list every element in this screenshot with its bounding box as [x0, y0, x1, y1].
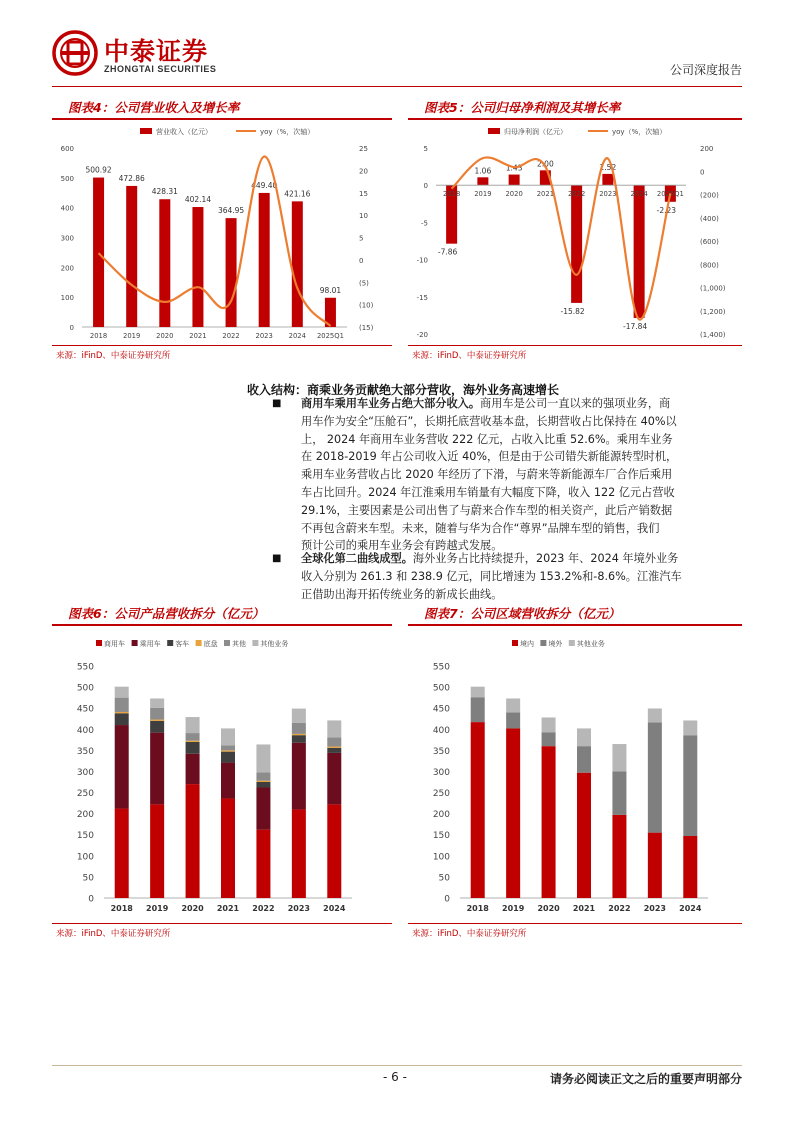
- chart7-y-tick: 350: [432, 746, 450, 757]
- chart7-bar-segment: [542, 746, 556, 898]
- chart7-bar-segment: [683, 720, 697, 735]
- chart6-legend-swatch: [132, 640, 138, 646]
- bullet1-marker: ■: [272, 398, 282, 409]
- chart5-y-tick: 0: [423, 182, 428, 191]
- chart4-legend-line-label: yoy（%，次轴）: [260, 128, 315, 136]
- chart7-bar-segment: [648, 708, 662, 722]
- chart4-svg: [52, 120, 392, 344]
- chart6-source: 来源：iFinD、中泰证券研究所: [56, 929, 171, 939]
- chart4-source: 来源：iFinD、中泰证券研究所: [56, 351, 171, 361]
- chart6-bar-segment: [256, 782, 270, 787]
- chart4-y2-tick: (10): [359, 301, 374, 310]
- chart7-bar-segment: [506, 712, 520, 728]
- chart7-source-line: [408, 923, 742, 924]
- chart6-legend-label: 客车: [175, 640, 190, 648]
- chart7-y-tick: 0: [444, 894, 450, 905]
- chart5-legend-line-label: yoy（%，次轴）: [612, 128, 667, 136]
- chart4-y2-tick: (15): [359, 324, 374, 332]
- chart6-bar-segment: [115, 713, 129, 725]
- chart7-x-tick: 2018: [466, 904, 489, 913]
- chart6-bar-segment: [115, 712, 129, 713]
- chart6-legend-label: 底盘: [203, 640, 218, 648]
- chart7-y-tick: 500: [432, 683, 450, 694]
- chart4-x-tick: 2024: [288, 332, 306, 340]
- chart4-bar: [126, 186, 137, 327]
- chart6-bar-segment: [221, 752, 235, 763]
- chart4-bar-label: 402.14: [184, 195, 212, 205]
- chart7-source: 来源：iFinD、中泰证券研究所: [412, 929, 527, 939]
- bullet1-lead: 商用车乘用车业务占绝大部分收入。: [301, 397, 481, 410]
- chart5-bar-label: -2.23: [656, 205, 677, 215]
- chart7-x-tick: 2019: [502, 904, 525, 913]
- bullet1-line-5: 车占比回升。2024 年江淮乘用车销量有大幅度下降，收入 122 亿元占营收: [301, 485, 675, 499]
- chart5-x-tick: 2020: [505, 190, 523, 199]
- chart6-bar-segment: [150, 698, 164, 707]
- chart6-bar-segment: [256, 781, 270, 782]
- chart6-legend-label: 乘用车: [139, 640, 161, 648]
- chart6-bar-segment: [327, 753, 341, 804]
- chart5-x-tick: 2024: [630, 190, 648, 199]
- chart5-bar-label: 2.00: [537, 159, 554, 169]
- chart5-x-tick: 2023: [599, 190, 617, 199]
- chart6-y-tick: 150: [76, 831, 94, 842]
- chart6-legend-label: 其他业务: [260, 640, 289, 648]
- chart6-bar-segment: [115, 725, 129, 809]
- bullet1-line-7: 不再包含蔚来车型。未来，随着与华为合作“尊界”品牌车型的销售，我们: [301, 521, 660, 535]
- chart6-bar-segment: [327, 804, 341, 898]
- footer-divider: [52, 1065, 742, 1066]
- chart7-bar-segment: [506, 728, 520, 898]
- chart6-bar-segment: [186, 784, 200, 898]
- chart5-bar: [477, 177, 488, 185]
- chart7-bar-segment: [648, 833, 662, 898]
- chart4-y2-tick: 0: [359, 256, 364, 265]
- chart5-y2-tick: (1,400): [700, 331, 726, 339]
- chart6-x-tick: 2023: [287, 904, 310, 913]
- chart6-panel: [52, 604, 392, 626]
- chart7-panel: [408, 604, 742, 626]
- chart4-bar: [226, 218, 237, 327]
- chart4-y-tick: 200: [60, 264, 74, 273]
- chart6-bar-segment: [327, 748, 341, 753]
- bullet2-marker: ■: [272, 553, 282, 564]
- chart5-source-line: [408, 345, 742, 346]
- chart5-x-tick: 2025Q1: [656, 190, 684, 199]
- chart5-legend-bar-label: 归母净利润（亿元）: [504, 128, 567, 136]
- chart6-bar-segment: [256, 744, 270, 772]
- chart7-legend-label: 其他业务: [576, 640, 605, 648]
- chart6-bar-segment: [115, 687, 129, 698]
- chart6-bar-segment: [292, 723, 306, 734]
- chart5-panel: [408, 98, 742, 120]
- chart7-y-tick: 150: [432, 831, 450, 842]
- chart7-legend-label: 境内: [520, 640, 534, 648]
- chart6-legend-label: 其他: [232, 640, 246, 648]
- chart6-y-tick: 300: [76, 767, 94, 778]
- chart6-source-line: [52, 923, 392, 924]
- chart5-y2-tick: (200): [700, 191, 719, 200]
- chart4-bar-label: 472.86: [118, 173, 145, 183]
- chart7-bar-segment: [577, 746, 591, 773]
- chart7-bar-segment: [577, 773, 591, 898]
- chart6-y-tick: 450: [76, 704, 94, 715]
- chart5-legend-bar-swatch: [488, 128, 500, 134]
- chart4-y2-tick: (5): [359, 279, 369, 288]
- chart6-bar-segment: [256, 830, 270, 898]
- chart6-legend-swatch: [196, 640, 202, 646]
- chart6-y-tick: 200: [76, 810, 94, 821]
- chart6-bar-segment: [186, 733, 200, 741]
- chart7-x-tick: 2024: [679, 904, 702, 913]
- chart4-y-tick: 500: [60, 174, 74, 183]
- chart5-y-tick: -15: [416, 293, 428, 302]
- chart4-y2-tick: 10: [359, 212, 368, 221]
- chart6-bar-segment: [115, 809, 129, 898]
- bullet1-line-2: 上， 2024 年商用车业务营收 222 亿元，占收入比重 52.6%。乘用车业务: [301, 432, 673, 446]
- chart6-bar-segment: [327, 747, 341, 748]
- chart7-y-tick: 400: [432, 725, 450, 736]
- bullet2-paragraph: [301, 550, 742, 603]
- chart4-bar-label: 421.16: [284, 189, 311, 199]
- chart7-bar-segment: [612, 744, 626, 771]
- chart5-title: 图表5：公司归母净利润及其增长率: [424, 100, 621, 115]
- chart4-bar-label: 449.40: [251, 180, 278, 190]
- chart6-y-tick: 50: [82, 873, 94, 884]
- chart7-x-tick: 2022: [608, 904, 631, 913]
- chart7-y-tick: 550: [432, 662, 450, 673]
- chart7-bar-segment: [577, 728, 591, 746]
- chart6-y-tick: 0: [88, 894, 94, 905]
- chart7-legend-swatch: [540, 640, 546, 646]
- chart6-bar-segment: [150, 720, 164, 721]
- chart6-bar-segment: [150, 733, 164, 805]
- chart7-title: 图表7：公司区域营收拆分（亿元）: [424, 606, 621, 621]
- chart4-bar: [159, 199, 170, 327]
- disclaimer-note: 请务必阅读正文之后的重要声明部分: [549, 1072, 742, 1086]
- chart6-bar-segment: [186, 741, 200, 742]
- chart4-bar: [292, 201, 303, 327]
- chart5-x-tick: 2018: [442, 190, 461, 199]
- chart6-x-tick: 2021: [216, 904, 240, 913]
- chart4-y2-tick: 20: [359, 167, 368, 176]
- chart4-y-tick: 0: [69, 324, 74, 332]
- chart4-panel: [52, 98, 392, 120]
- chart6-bar-segment: [186, 742, 200, 754]
- chart7-y-tick: 200: [432, 810, 450, 821]
- page-number: - 6 -: [383, 1070, 407, 1084]
- chart5-x-tick: 2022: [567, 190, 586, 199]
- chart7-y-tick: 50: [438, 873, 450, 884]
- chart5-y-tick: 5: [423, 145, 428, 153]
- chart5-svg: [408, 120, 742, 344]
- bullet1-line-4: 乘用车业务营收占比 2020 年经历了下滑，与蔚来等新能源车厂合作后乘用: [301, 468, 673, 482]
- bullet2-line-1: 收入分别为 261.3 和 238.9 亿元，同比增速为 153.2%和-8.6%。江淮汽车: [301, 569, 682, 583]
- chart5-y2-tick: 200: [700, 145, 714, 153]
- chart7-bar-segment: [471, 687, 485, 698]
- chart7-bar-segment: [506, 698, 520, 712]
- chart5-bar: [602, 174, 613, 185]
- bullet1-line-0: [301, 395, 742, 413]
- chart4-y2-tick: 25: [359, 145, 368, 153]
- chart7-svg: [408, 626, 742, 922]
- chart5-bar-label: 1.06: [474, 166, 492, 176]
- chart7-bar-segment: [612, 815, 626, 898]
- chart6-y-tick: 550: [76, 662, 94, 673]
- chart6-bar-segment: [150, 804, 164, 898]
- chart6-bar-segment: [292, 709, 306, 723]
- chart4-source-line: [52, 345, 392, 346]
- chart4-y-tick: 400: [60, 204, 74, 213]
- chart4-x-tick: 2022: [222, 332, 240, 340]
- chart4-x-tick: 2018: [89, 332, 108, 340]
- chart7-bar-segment: [542, 732, 556, 746]
- bullet1-line-3: 在 2018-2019 年占公司收入近 40%，但是由于公司错失新能源转型时机，: [301, 450, 678, 464]
- chart7-bar-segment: [648, 722, 662, 832]
- chart4-y2-tick: 15: [359, 189, 368, 198]
- chart4-bar-label: 364.95: [217, 206, 245, 216]
- section-heading: 收入结构：商乘业务贡献绝大部分营收，海外业务高速增长: [247, 383, 560, 397]
- chart7-bar-segment: [471, 697, 485, 722]
- chart5-y2-tick: (600): [700, 238, 719, 246]
- chart6-svg: [52, 626, 392, 922]
- chart6-title: 图表6：公司产品营收拆分（亿元）: [68, 606, 265, 621]
- chart4-bar-label: 98.01: [319, 285, 342, 295]
- chart6-bar-segment: [292, 735, 306, 743]
- chart6-legend-swatch: [96, 640, 102, 646]
- chart5-bar-label: -15.82: [560, 306, 585, 316]
- bullet2-line-2: 正借助出海开拓传统业务的新成长曲线。: [301, 587, 503, 601]
- bullet1-line-6: 29.1%，主要因素是公司出售了与蔚来合作车型的相关资产，此后产销数据: [301, 503, 673, 517]
- chart6-bar-segment: [221, 750, 235, 751]
- chart5-bar-label: -17.84: [623, 321, 648, 331]
- chart4-title: 图表4：公司营业收入及增长率: [68, 100, 240, 115]
- chart6-y-tick: 350: [76, 746, 94, 757]
- chart7-bar-segment: [542, 717, 556, 732]
- chart6-bar-segment: [292, 743, 306, 810]
- chart5-bar-label: -7.86: [437, 247, 458, 257]
- chart7-x-tick: 2021: [572, 904, 596, 913]
- chart7-y-tick: 100: [432, 852, 450, 863]
- chart6-y-tick: 250: [76, 789, 94, 800]
- chart7-x-tick: 2023: [643, 904, 666, 913]
- chart7-legend-label: 境外: [548, 640, 563, 648]
- chart6-y-tick: 100: [76, 852, 94, 863]
- chart4-y-tick: 300: [60, 234, 74, 243]
- chart6-bar-segment: [292, 734, 306, 735]
- chart6-x-tick: 2018: [110, 904, 133, 913]
- chart7-bar-segment: [683, 735, 697, 836]
- bullet2-lead: 全球化第二曲线成型。: [301, 552, 413, 565]
- chart5-y2-tick: (800): [700, 261, 719, 270]
- chart5-bar-label: 1.43: [505, 163, 523, 173]
- chart6-y-tick: 500: [76, 683, 94, 694]
- chart6-bar-segment: [256, 787, 270, 829]
- chart6-legend-swatch: [252, 640, 258, 646]
- bullet2-line-0-text: 海外业务占比持续提升，2023 年、2024 年境外业务: [412, 552, 679, 565]
- chart6-bar-segment: [150, 708, 164, 720]
- bullet1-line-0-text: 商用车是公司一直以来的强项业务，商: [480, 397, 671, 410]
- chart7-x-tick: 2020: [537, 904, 560, 913]
- chart7-y-tick: 300: [432, 767, 450, 778]
- chart6-bar-segment: [221, 763, 235, 799]
- chart6-x-tick: 2024: [323, 904, 346, 913]
- chart6-bar-segment: [186, 717, 200, 733]
- chart5-y2-tick: 0: [700, 168, 705, 177]
- chart5-y2-tick: (400): [700, 214, 719, 223]
- chart6-legend-label: 商用车: [104, 640, 125, 648]
- bullet1-line-8: 预计公司的乘用车业务会有跨越式发展。: [301, 539, 503, 553]
- chart4-x-tick: 2025Q1: [316, 332, 344, 340]
- chart4-x-tick: 2021: [189, 332, 207, 340]
- chart4-bar: [259, 193, 270, 327]
- chart5-bar: [509, 175, 520, 186]
- chart6-legend-swatch: [167, 640, 173, 646]
- chart6-y-tick: 400: [76, 725, 94, 736]
- chart6-bar-segment: [327, 737, 341, 746]
- chart5-y2-tick: (1,000): [700, 284, 726, 293]
- logo-text-en: ZHONGTAI SECURITIES: [104, 64, 217, 74]
- chart4-bar: [192, 207, 203, 327]
- chart5-bar: [571, 185, 582, 303]
- chart6-x-tick: 2022: [252, 904, 275, 913]
- chart6-bar-segment: [221, 745, 235, 750]
- chart5-y-tick: -10: [416, 256, 428, 265]
- chart7-legend-swatch: [569, 640, 575, 646]
- bullet2-line-0: [301, 550, 742, 568]
- chart4-bar-label: 500.92: [85, 165, 112, 175]
- chart7-y-tick: 450: [432, 704, 450, 715]
- chart7-y-tick: 250: [432, 789, 450, 800]
- chart5-y-tick: -5: [421, 219, 428, 228]
- report-type-label: 公司深度报告: [669, 63, 742, 77]
- chart5-x-tick: 2021: [536, 190, 555, 199]
- chart6-bar-segment: [221, 798, 235, 898]
- chart6-bar-segment: [292, 809, 306, 898]
- chart6-legend-swatch: [224, 640, 230, 646]
- chart6-bar-segment: [150, 721, 164, 733]
- chart6-bar-segment: [256, 772, 270, 780]
- company-logo-icon: [52, 30, 98, 76]
- chart6-x-tick: 2019: [146, 904, 169, 913]
- chart4-x-tick: 2020: [156, 332, 174, 340]
- chart4-x-tick: 2023: [255, 332, 273, 340]
- chart5-bar: [634, 185, 645, 318]
- chart4-y-tick: 600: [60, 145, 74, 153]
- chart5-y-tick: -20: [416, 331, 428, 339]
- chart6-bar-segment: [115, 698, 129, 712]
- logo-text-cn: 中泰证券: [104, 37, 209, 66]
- chart6-bar-segment: [186, 754, 200, 784]
- chart5-x-tick: 2019: [474, 190, 492, 199]
- chart4-bar-label: 428.31: [151, 187, 178, 197]
- chart7-legend-swatch: [512, 640, 518, 646]
- chart5-bar-label: 1.52: [599, 162, 617, 172]
- chart4-bar: [93, 178, 104, 327]
- chart7-bar-segment: [612, 771, 626, 814]
- chart7-bar-segment: [471, 722, 485, 898]
- chart4-legend-bar-swatch: [140, 128, 152, 134]
- chart6-bar-segment: [221, 728, 235, 745]
- bullet1-paragraph: [301, 395, 742, 555]
- bullet1-line-1: 用车作为安全“压舱石”，长期托底营收基本盘，长期营收占比保持在 40%以: [301, 414, 677, 428]
- chart5-y2-tick: (1,200): [700, 307, 726, 316]
- chart4-y-tick: 100: [60, 294, 74, 303]
- chart4-x-tick: 2019: [123, 332, 141, 340]
- chart6-bar-segment: [327, 720, 341, 737]
- header-divider: [52, 86, 742, 87]
- chart7-bar-segment: [683, 836, 697, 898]
- chart4-y2-tick: 5: [359, 234, 364, 243]
- chart6-x-tick: 2020: [181, 904, 204, 913]
- chart4-legend-bar-label: 营业收入（亿元）: [156, 128, 212, 136]
- chart5-source: 来源：iFinD、中泰证券研究所: [412, 351, 527, 361]
